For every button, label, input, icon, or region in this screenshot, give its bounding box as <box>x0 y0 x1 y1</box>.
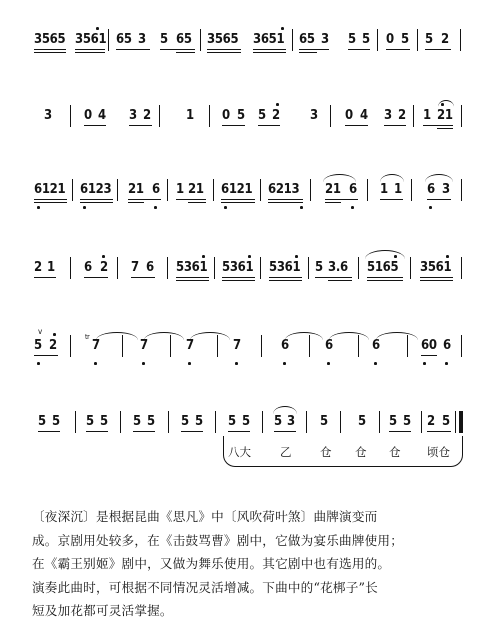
note: 0 <box>222 108 230 123</box>
note: 5 <box>348 32 356 47</box>
note: 1 <box>47 260 55 275</box>
note: 5 <box>86 414 94 429</box>
note-group: 65 <box>176 32 192 47</box>
note: 5 <box>38 414 46 429</box>
barline <box>70 257 71 279</box>
barline <box>117 257 118 279</box>
barline <box>461 179 462 201</box>
barline <box>75 411 76 433</box>
note: 2 <box>441 32 449 47</box>
note: 5 <box>237 108 245 123</box>
note: 5 <box>147 414 155 429</box>
barline <box>377 29 378 51</box>
note-group: 65 <box>116 32 132 47</box>
note: 3 <box>44 108 52 123</box>
note-group: 5165 <box>367 260 399 275</box>
barline <box>411 179 412 201</box>
note-group: 60 <box>421 338 437 353</box>
note: 6 <box>443 338 451 353</box>
note-group: 21 <box>128 182 144 197</box>
score-row-1 <box>0 20 490 80</box>
barline <box>306 411 307 433</box>
note: 5 <box>52 414 60 429</box>
text-line: 〔夜深沉〕是根据昆曲《思凡》中〔风吹荷叶煞〕曲牌演变而 <box>32 509 378 524</box>
breath-mark: v <box>38 327 42 336</box>
note: 5 <box>315 260 323 275</box>
note: 2 <box>398 108 406 123</box>
note: 2 <box>143 108 151 123</box>
note: 4 <box>360 108 368 123</box>
score-row-5 <box>0 326 490 386</box>
trill-mark: tr <box>85 333 90 341</box>
note-group: 5361 <box>176 260 208 275</box>
barline <box>340 411 341 433</box>
barline <box>215 411 216 433</box>
final-barline-thin <box>455 411 456 433</box>
note: 3 <box>287 414 295 429</box>
note-group: 21 <box>437 108 453 123</box>
note: 5 <box>228 414 236 429</box>
barline <box>120 411 121 433</box>
note-group: 6121 <box>221 182 253 197</box>
barline <box>292 29 293 51</box>
percussion-syllable: 顷仓 <box>427 445 450 459</box>
barline <box>330 105 331 127</box>
score-row-6 <box>0 402 490 462</box>
note: 3 <box>138 32 146 47</box>
note: 5 <box>425 32 433 47</box>
barline <box>262 411 263 433</box>
note: 5 <box>401 32 409 47</box>
percussion-syllable: 仓 <box>320 445 332 459</box>
note: 5 <box>181 414 189 429</box>
barline <box>213 179 214 201</box>
note: 6 <box>281 338 289 353</box>
barline <box>413 105 414 127</box>
barline <box>358 257 359 279</box>
note: 6 <box>84 260 92 275</box>
note-group: 21 <box>188 182 204 197</box>
note: 3 <box>310 108 318 123</box>
note: 5 <box>258 108 266 123</box>
note: 5 <box>442 414 450 429</box>
note-group: 6121 <box>34 182 66 197</box>
score-row-4 <box>0 248 490 308</box>
note: 6 <box>427 182 435 197</box>
note: 1 <box>186 108 194 123</box>
barline <box>417 29 418 51</box>
note: 1 <box>394 182 402 197</box>
percussion-syllable: 仓 <box>355 445 367 459</box>
barline <box>200 29 201 51</box>
barline <box>461 257 462 279</box>
note: 6 <box>349 182 357 197</box>
barline <box>159 105 160 127</box>
barline <box>72 179 73 201</box>
note: 6 <box>325 338 333 353</box>
barline <box>209 105 210 127</box>
barline <box>379 411 380 433</box>
note-group: 21 <box>325 182 341 197</box>
note: 0 <box>386 32 394 47</box>
note-group: 5361 <box>269 260 301 275</box>
note: 6 <box>152 182 160 197</box>
note: 1 <box>176 182 184 197</box>
note: 5 <box>362 32 370 47</box>
percussion-syllable: 乙 <box>280 445 292 459</box>
barline <box>260 257 261 279</box>
note-group: 3651 <box>253 32 285 47</box>
note-group: 6213 <box>268 182 300 197</box>
note: 3 <box>129 108 137 123</box>
note: 2 <box>34 260 42 275</box>
barline <box>167 257 168 279</box>
final-barline-thick <box>459 411 463 433</box>
note: 2 <box>100 260 108 275</box>
note: 5 <box>403 414 411 429</box>
note-group: 3565 <box>207 32 239 47</box>
note: 4 <box>98 108 106 123</box>
note: 5 <box>160 32 168 47</box>
score-row-3 <box>0 170 490 230</box>
note: 5 <box>34 338 42 353</box>
note: 7 <box>186 338 194 353</box>
note: 1 <box>380 182 388 197</box>
barline <box>308 257 309 279</box>
note: 7 <box>140 338 148 353</box>
text-line: 短及加花都可灵活掌握。 <box>32 603 173 618</box>
barline <box>167 179 168 201</box>
note: 5 <box>242 414 250 429</box>
barline <box>70 105 71 127</box>
barline <box>461 335 462 357</box>
note: 2 <box>49 338 57 353</box>
barline <box>214 257 215 279</box>
note: 3 <box>384 108 392 123</box>
note: 7 <box>92 338 100 353</box>
note: 0 <box>345 108 353 123</box>
barline <box>461 105 462 127</box>
note: 2 <box>427 414 435 429</box>
note: 1 <box>423 108 431 123</box>
barline <box>108 29 109 51</box>
note-group: 3561 <box>75 32 107 47</box>
text-line: 成。京剧用处较多，在《击鼓骂曹》剧中，它做为宴乐曲牌使用； <box>32 532 404 548</box>
note: 3 <box>442 182 450 197</box>
explanatory-text <box>32 505 472 623</box>
note: 5 <box>133 414 141 429</box>
note-group: 6123 <box>80 182 112 197</box>
text-line: 在《霸王别姬》剧中，又做为舞乐使用。其它剧中也有选用的。 <box>32 556 391 571</box>
barline <box>168 411 169 433</box>
barline <box>310 179 311 201</box>
note: 5 <box>195 414 203 429</box>
note: 6 <box>146 260 154 275</box>
note: 2 <box>272 108 280 123</box>
note: 5 <box>358 414 366 429</box>
note-group: 3565 <box>34 32 66 47</box>
note: 7 <box>233 338 241 353</box>
barline <box>410 257 411 279</box>
percussion-syllable: 仓 <box>389 445 401 459</box>
note-group: 3.6 <box>328 260 348 275</box>
note-group: 65 <box>299 32 315 47</box>
barline <box>421 411 422 433</box>
barline <box>460 29 461 51</box>
note: 5 <box>274 414 282 429</box>
score-row-2 <box>0 96 490 156</box>
note-group: 3561 <box>420 260 452 275</box>
note: 0 <box>84 108 92 123</box>
barline <box>261 335 262 357</box>
note: 7 <box>131 260 139 275</box>
note: 6 <box>372 338 380 353</box>
barline <box>117 179 118 201</box>
note-group: 5361 <box>222 260 254 275</box>
percussion-syllable: 八大 <box>228 445 251 459</box>
barline <box>70 335 71 357</box>
note: 5 <box>320 414 328 429</box>
barline <box>260 179 261 201</box>
note: 5 <box>100 414 108 429</box>
barline <box>367 179 368 201</box>
text-line: 演奏此曲时，可根据不同情况灵活增减。下曲中的“花梆子”长 <box>32 579 378 595</box>
note: 3 <box>321 32 329 47</box>
note: 5 <box>389 414 397 429</box>
